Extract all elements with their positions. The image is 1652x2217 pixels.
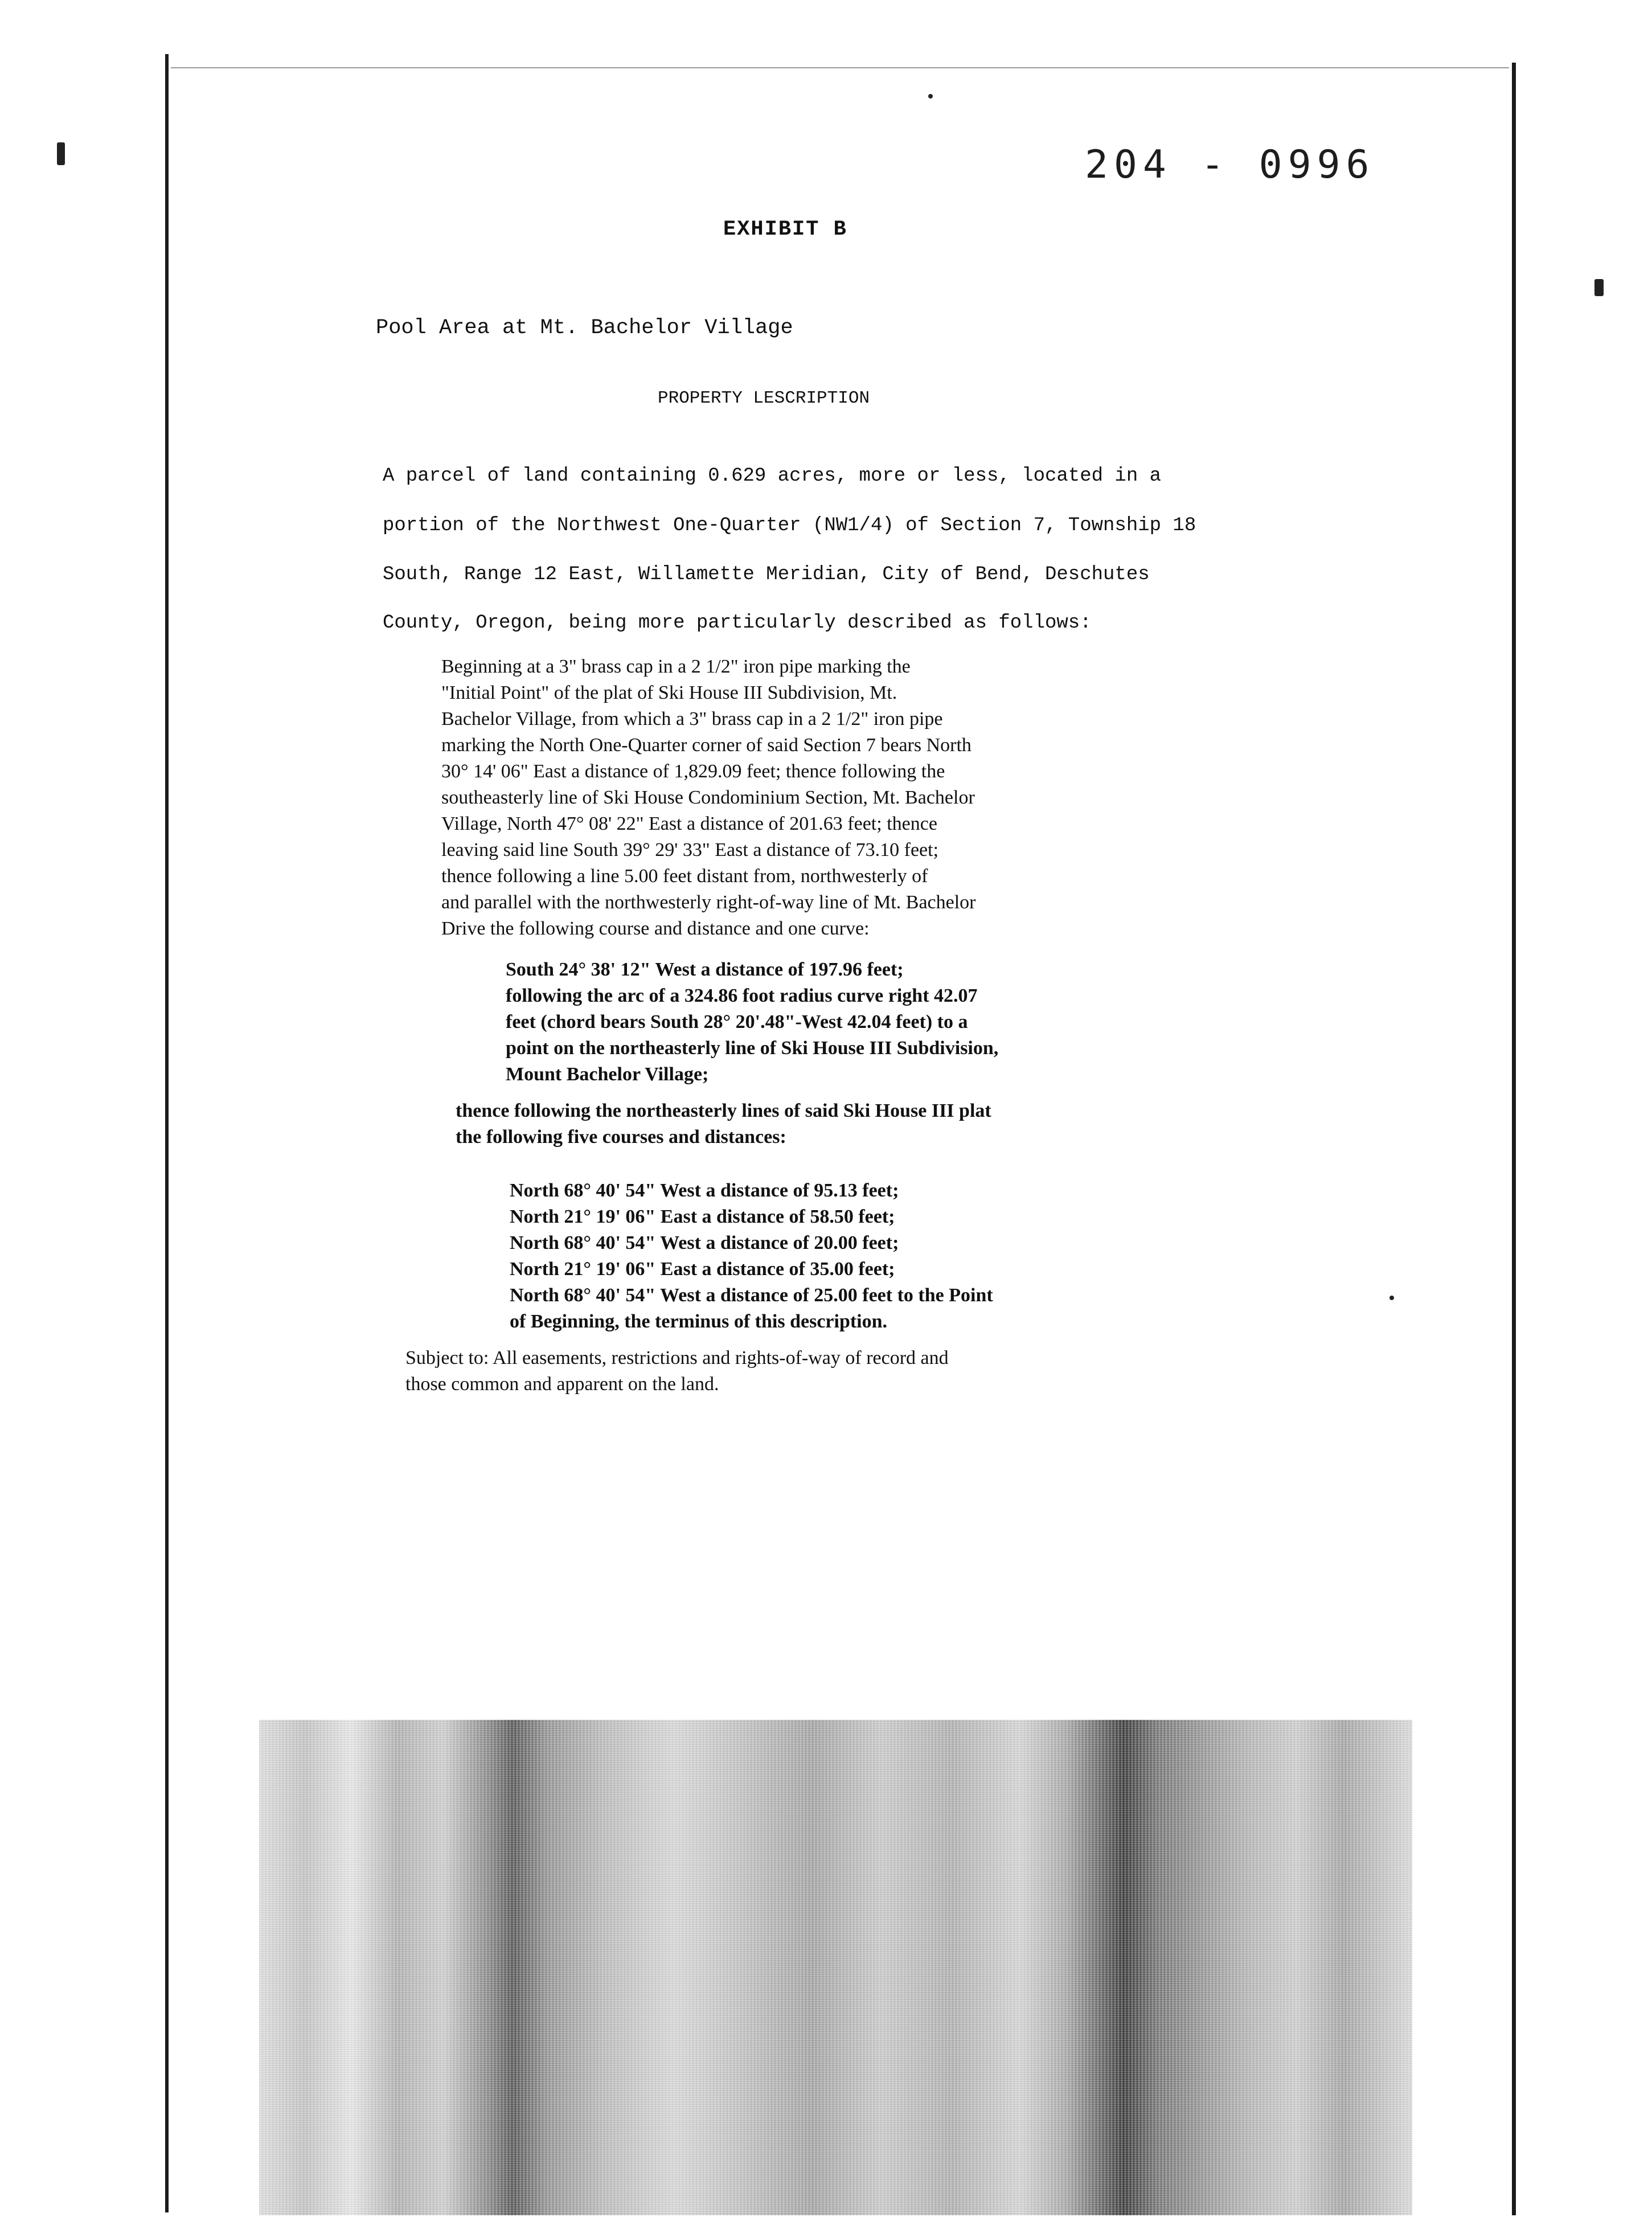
document-number: 204 - 0996 — [1085, 142, 1375, 187]
paragraph-line: feet (chord bears South 28° 20'.48"-West 42.04 feet) to a — [506, 1011, 968, 1032]
intro-line: County, Oregon, being more particularly described as follows: — [383, 612, 1092, 634]
beginning-paragraph — [441, 654, 976, 942]
scan-speck — [1594, 279, 1604, 296]
thence-paragraph — [456, 1098, 991, 1150]
course-line: North 21° 19' 06" East a distance of 58.50 feet; — [510, 1206, 895, 1227]
scan-speck — [928, 94, 933, 99]
paragraph-line: thence following the northeasterly lines of said Ski House III plat — [456, 1100, 991, 1121]
section-heading: PROPERTY LESCRIPTION — [658, 388, 870, 408]
course-line: North 68° 40' 54" West a distance of 25.00 feet to the Point — [510, 1285, 993, 1306]
course-line: North 68° 40' 54" West a distance of 95.13 feet; — [510, 1180, 899, 1201]
paragraph-line: Mount Bachelor Village; — [506, 1064, 709, 1085]
paragraph-line: Bachelor Village, from which a 3" brass cap in a 2 1/2" iron pipe — [441, 708, 943, 730]
paragraph-line: Village, North 47° 08' 22" East a distance of 201.63 feet; thence — [441, 813, 937, 834]
courses-paragraph — [510, 1178, 993, 1335]
paragraph-line: the following five courses and distances: — [456, 1126, 786, 1148]
intro-line: portion of the Northwest One-Quarter (NW1/4) of Section 7, Township 18 — [383, 515, 1196, 536]
scan-speck — [57, 142, 65, 165]
course-line: of Beginning, the terminus of this description. — [510, 1311, 888, 1332]
course-line: North 68° 40' 54" West a distance of 20.00 feet; — [510, 1232, 899, 1253]
paragraph-line: point on the northeasterly line of Ski House III Subdivision, — [506, 1038, 999, 1059]
paragraph-line: and parallel with the northwesterly right-of-way line of Mt. Bachelor — [441, 892, 976, 913]
page-subtitle: Pool Area at Mt. Bachelor Village — [376, 316, 793, 340]
paragraph-line: following the arc of a 324.86 foot radius curve right 42.07 — [506, 985, 978, 1006]
subject-paragraph — [405, 1345, 949, 1398]
paragraph-line: marking the North One-Quarter corner of said Section 7 bears North — [441, 735, 971, 756]
scan-noise-band — [259, 1720, 1412, 2215]
scan-speck — [1389, 1296, 1394, 1300]
left-border-line — [165, 54, 169, 2212]
paragraph-line: South 24° 38' 12" West a distance of 197.96 feet; — [506, 959, 904, 980]
paragraph-line: thence following a line 5.00 feet distant from, northwesterly of — [441, 866, 928, 887]
paragraph-line: Subject to: All easements, restrictions and rights-of-way of record and — [405, 1347, 949, 1368]
intro-line: A parcel of land containing 0.629 acres, more or less, located in a — [383, 465, 1162, 487]
page-title: EXHIBIT B — [723, 218, 847, 241]
paragraph-line: southeasterly line of Ski House Condominium Section, Mt. Bachelor — [441, 787, 975, 808]
right-border-line — [1512, 63, 1516, 2215]
curve-paragraph — [506, 957, 998, 1088]
top-scan-line — [171, 67, 1509, 68]
paragraph-line: those common and apparent on the land. — [405, 1374, 719, 1395]
paragraph-line: 30° 14' 06" East a distance of 1,829.09 feet; thence following the — [441, 761, 945, 782]
paragraph-line: Drive the following course and distance and one curve: — [441, 918, 870, 939]
paragraph-line: Beginning at a 3" brass cap in a 2 1/2" iron pipe marking the — [441, 656, 911, 677]
paragraph-line: "Initial Point" of the plat of Ski House III Subdivision, Mt. — [441, 682, 897, 703]
intro-line: South, Range 12 East, Willamette Meridian, City of Bend, Deschutes — [383, 564, 1150, 585]
course-line: North 21° 19' 06" East a distance of 35.00 feet; — [510, 1259, 895, 1280]
paragraph-line: leaving said line South 39° 29' 33" East a distance of 73.10 feet; — [441, 839, 939, 860]
